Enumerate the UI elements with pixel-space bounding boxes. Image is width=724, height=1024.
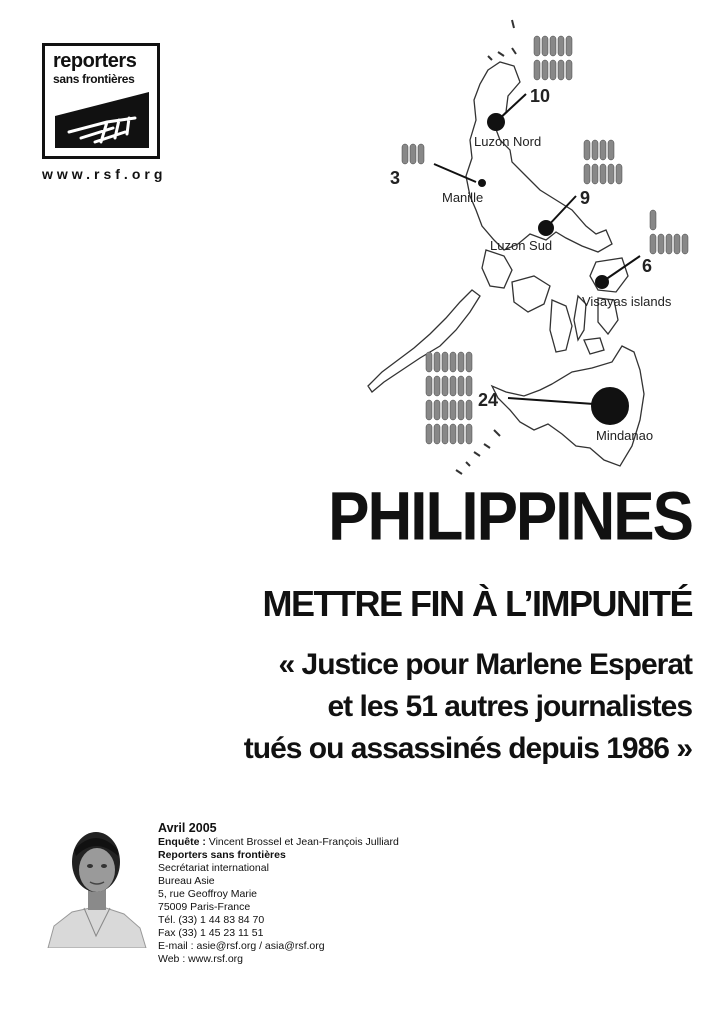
enquete-label: Enquête : <box>158 836 206 848</box>
label-mindanao: Mindanao <box>596 428 654 443</box>
map-samar-outline <box>590 258 628 292</box>
bullets-manille-icon <box>402 144 424 164</box>
credit-line-web: Web : www.rsf.org <box>158 953 243 965</box>
marker-luzon-nord <box>488 114 504 130</box>
label-visayas: Visayas islands <box>582 294 672 309</box>
rsf-logo <box>42 43 160 159</box>
credit-line: 5, rue Geoffroy Marie <box>158 888 258 900</box>
page-subtitle: METTRE FIN À L’IMPUNITÉ <box>262 583 692 624</box>
credit-line: 75009 Paris-France <box>158 901 251 913</box>
count-luzon-sud: 9 <box>580 188 591 208</box>
page-title: PHILIPPINES <box>328 479 692 555</box>
quote-block <box>244 644 692 770</box>
quote-line-2: et les 51 autres journalistes <box>327 690 692 723</box>
count-manille: 3 <box>390 168 401 188</box>
philippines-map <box>350 10 710 490</box>
marker-luzon-sud <box>539 221 553 235</box>
publication-date: Avril 2005 <box>158 821 217 835</box>
count-mindanao: 24 <box>478 390 499 410</box>
credit-line: Secrétariat international <box>158 862 269 874</box>
bullets-visayas-icon <box>650 210 688 254</box>
bullets-luzon-nord-icon <box>534 36 572 80</box>
logo-hands-icon <box>55 92 149 148</box>
quote-line-3: tués ou assassinés depuis 1986 » <box>243 732 692 765</box>
map-panay-outline <box>512 276 550 312</box>
count-luzon-nord: 10 <box>530 86 551 106</box>
label-manille: Manille <box>442 190 484 205</box>
org-name: Reporters sans frontières <box>158 849 286 861</box>
label-luzon-sud: Luzon Sud <box>490 238 553 253</box>
count-visayas: 6 <box>642 256 653 276</box>
marker-visayas <box>596 276 608 288</box>
credit-line: Fax (33) 1 45 23 11 51 <box>158 927 264 939</box>
enquete-line <box>158 836 399 849</box>
credits-block <box>158 820 399 966</box>
marker-mindanao <box>592 388 628 424</box>
quote-line-1: « Justice pour Marlene Esperat <box>278 648 692 681</box>
map-bohol-outline <box>584 338 604 354</box>
bullets-luzon-sud-icon <box>584 140 622 184</box>
enquete-names: Vincent Brossel et Jean-François Julliard <box>205 836 399 848</box>
map-negros-outline <box>550 300 572 352</box>
bullets-mindanao-icon <box>426 352 472 444</box>
rsf-url: www.rsf.org <box>42 166 167 182</box>
map-mindoro-outline <box>482 250 512 288</box>
label-luzon-nord: Luzon Nord <box>474 134 542 149</box>
credit-line-email: E-mail : asie@rsf.org / asia@rsf.org <box>158 940 325 952</box>
logo-text-sans-frontieres: sans frontières <box>53 72 135 86</box>
marker-manille <box>479 180 485 186</box>
portrait-photo <box>44 816 150 948</box>
credit-line: Bureau Asie <box>158 875 215 887</box>
logo-text-reporters: reporters <box>53 50 137 72</box>
credit-line: Tél. (33) 1 44 83 84 70 <box>158 914 265 926</box>
